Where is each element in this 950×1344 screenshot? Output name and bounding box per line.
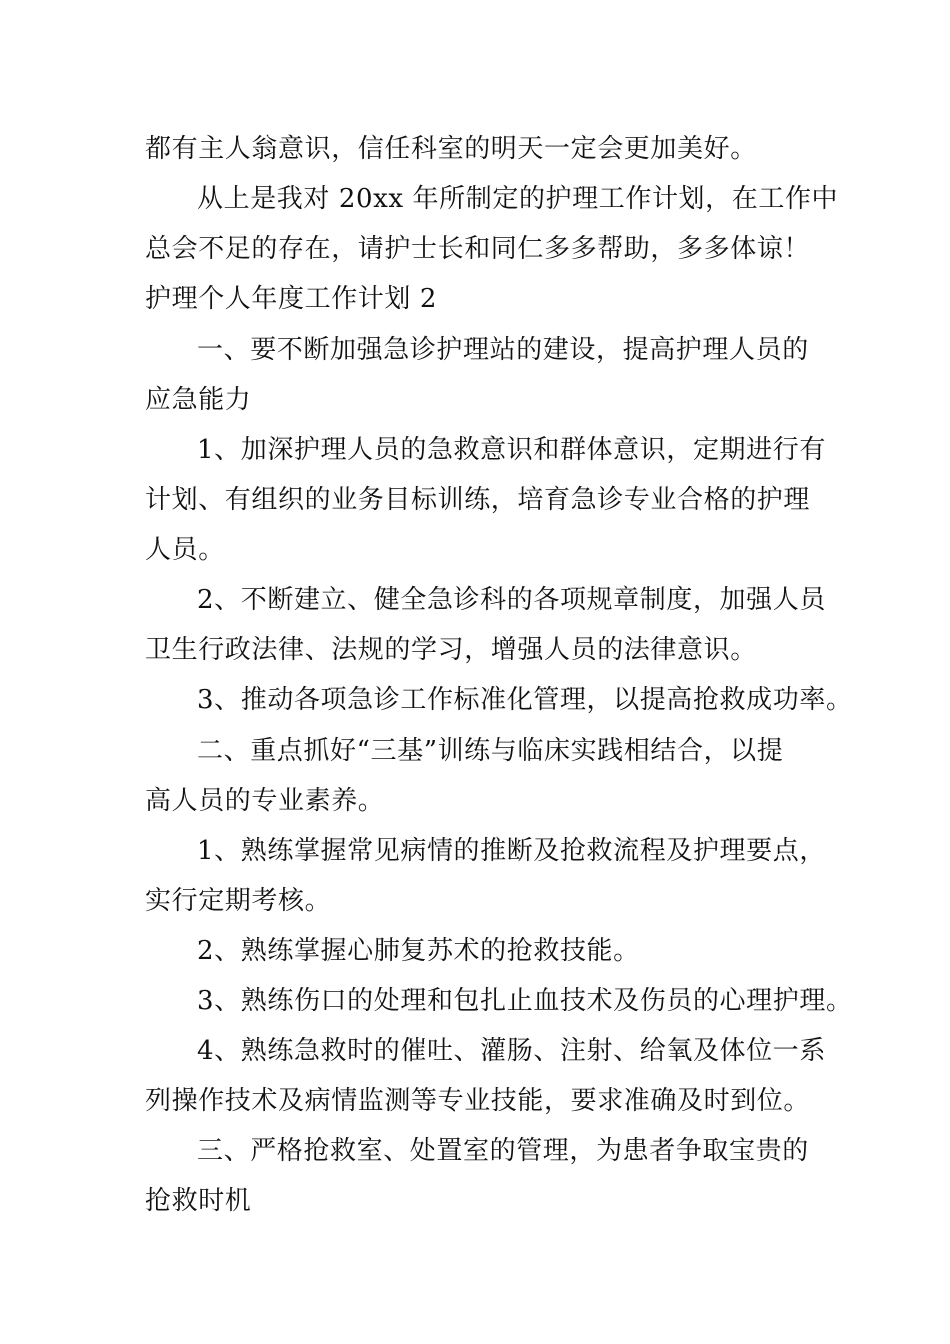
text-line: 从上是我对 20xx 年所制定的护理工作计划，在工作中	[197, 184, 839, 214]
section-heading: 护理个人年度工作计划 2	[145, 284, 438, 314]
text-line: 高人员的专业素养。	[145, 786, 385, 816]
text-line: 二、重点抓好“三基”训练与临床实践相结合，以提	[197, 736, 784, 766]
text-line: 4、熟练急救时的催吐、灌肠、注射、给氧及体位一系	[197, 1036, 826, 1066]
text-line: 实行定期考核。	[145, 886, 332, 916]
text-line: 卫生行政法律、法规的学习，增强人员的法律意识。	[145, 635, 757, 665]
text-line: 1、熟练掌握常见病情的推断及抢救流程及护理要点，	[197, 836, 826, 866]
text-line: 抢救时机	[145, 1186, 252, 1216]
text-line: 1、加深护理人员的急救意识和群体意识，定期进行有	[197, 435, 826, 465]
text-line: 都有主人翁意识，信任科室的明天一定会更加美好。	[145, 134, 757, 164]
text-line: 应急能力	[145, 385, 252, 415]
text-line: 一、要不断加强急诊护理站的建设，提高护理人员的	[197, 335, 809, 365]
text-line: 2、熟练掌握心肺复苏术的抢救技能。	[197, 936, 640, 966]
text-line: 计划、有组织的业务目标训练，培育急诊专业合格的护理	[145, 485, 811, 515]
text-line: 3、推动各项急诊工作标准化管理，以提高抢救成功率。	[197, 685, 853, 715]
text-line: 总会不足的存在，请护士长和同仁多多帮助，多多体谅！	[145, 234, 811, 264]
text-line: 3、熟练伤口的处理和包扎止血技术及伤员的心理护理。	[197, 986, 853, 1016]
text-line: 三、严格抢救室、处置室的管理，为患者争取宝贵的	[197, 1136, 809, 1166]
text-line: 人员。	[145, 535, 225, 565]
text-line: 2、不断建立、健全急诊科的各项规章制度，加强人员	[197, 585, 826, 615]
text-line: 列操作技术及病情监测等专业技能，要求准确及时到位。	[145, 1086, 811, 1116]
